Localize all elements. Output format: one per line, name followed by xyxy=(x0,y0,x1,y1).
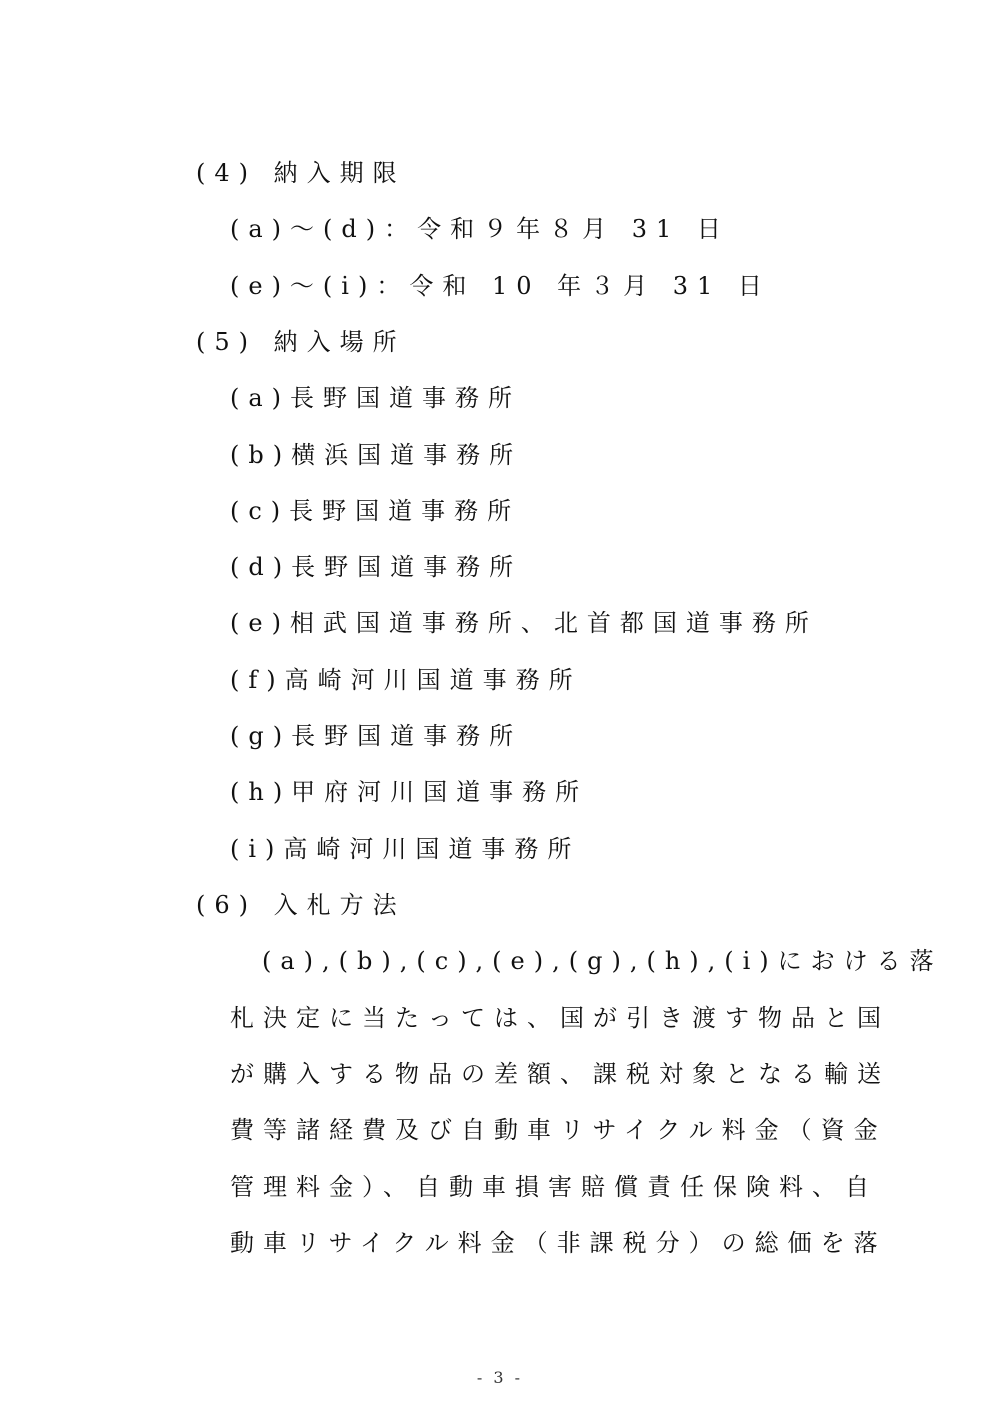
deadline-item-a-d: (a)～(d)：令和９年８月 31 日 xyxy=(230,215,730,243)
delivery-place-item-f: (f)高崎河川国道事務所 xyxy=(230,666,582,694)
bidding-paragraph-line-2: 札決定に当たっては、国が引き渡す物品と国 xyxy=(230,1004,890,1032)
delivery-place-item-c: (c)長野国道事務所 xyxy=(230,497,521,525)
delivery-place-item-h: (h)甲府河川国道事務所 xyxy=(230,778,589,806)
bidding-paragraph-line-4: 費等諸経費及び自動車リサイクル料金（資金 xyxy=(230,1116,887,1144)
delivery-place-item-b: (b)横浜国道事務所 xyxy=(230,441,523,469)
section-6-heading: (6) 入札方法 xyxy=(196,891,406,919)
deadline-item-e-i: (e)～(i)：令和 10 年３月 31 日 xyxy=(230,272,771,300)
delivery-place-item-e: (e)相武国道事務所、北首都国道事務所 xyxy=(230,609,818,637)
section-4-heading: (4) 納入期限 xyxy=(196,159,406,187)
bidding-paragraph-line-6: 動車リサイクル料金（非課税分）の総価を落 xyxy=(230,1229,887,1257)
bidding-paragraph-line-1: (a),(b),(c),(e),(g),(h),(i)における落 xyxy=(262,947,943,975)
delivery-place-item-a: (a)長野国道事務所 xyxy=(230,384,522,412)
delivery-place-item-g: (g)長野国道事務所 xyxy=(230,722,523,750)
bidding-paragraph-line-5: 管理料金）、自動車損害賠償責任保険料、自 xyxy=(230,1173,878,1201)
bidding-paragraph-line-3: が購入する物品の差額、課税対象となる輸送 xyxy=(230,1060,890,1088)
section-5-heading: (5) 納入場所 xyxy=(196,328,406,356)
delivery-place-item-d: (d)長野国道事務所 xyxy=(230,553,523,581)
delivery-place-item-i: (i)高崎河川国道事務所 xyxy=(230,835,581,863)
page-number: - 3 - xyxy=(476,1368,524,1387)
